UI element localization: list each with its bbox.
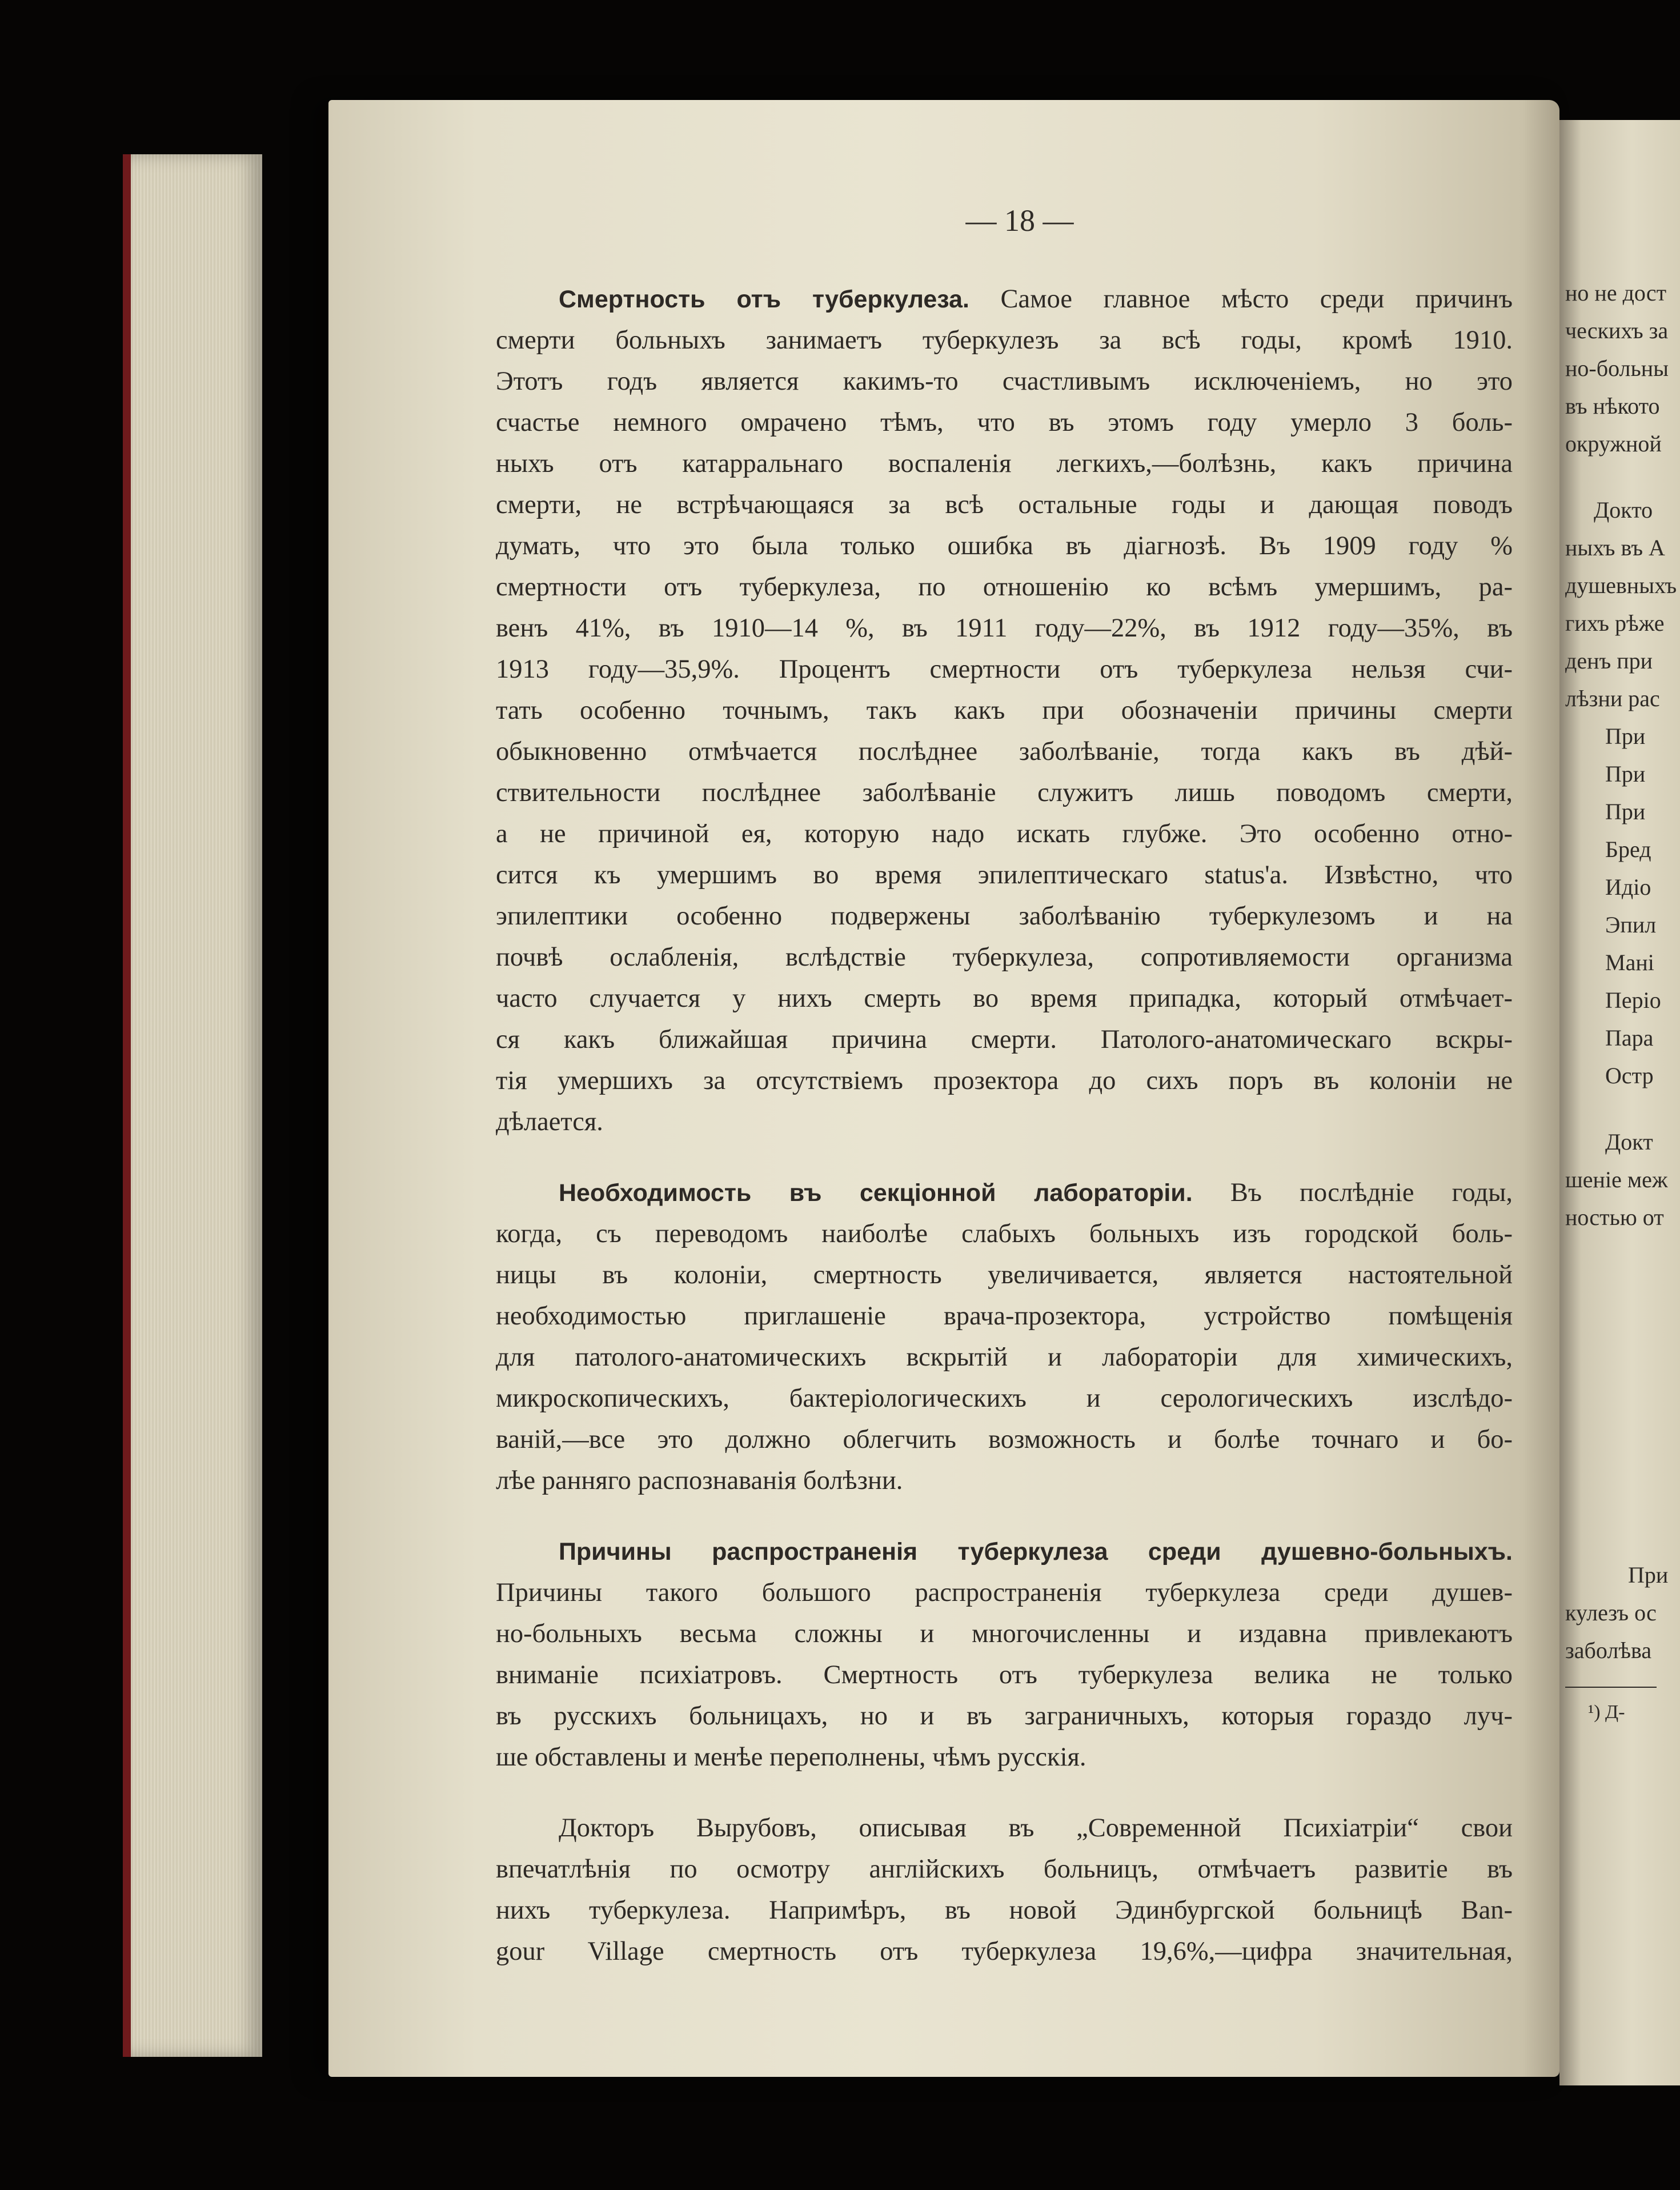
text-fragment: окружной	[1565, 431, 1662, 457]
page-number: — 18 —	[965, 203, 1074, 238]
text-line: впечатлѣнія по осмотру англійскихъ больницъ, отмѣчаетъ развитіе въ	[496, 1855, 1513, 1884]
text-line: почвѣ ослабленія, вслѣдствіе туберкулеза, сопротивляемости организма	[496, 943, 1513, 972]
text-line: смерти больныхъ занимаетъ туберкулезъ за всѣ годы, кромѣ 1910.	[496, 326, 1513, 355]
text-fragment: лѣзни рас	[1565, 686, 1660, 711]
text-line: Докторъ Вырубовъ, описывая въ „Современной Психіатріи“ свои	[559, 1813, 1513, 1843]
text-fragment: Бред	[1605, 836, 1651, 862]
footnote-rule	[1565, 1687, 1657, 1693]
text-line: въ русскихъ больницахъ, но и въ заграничныхъ, которыя гораздо луч-	[496, 1701, 1513, 1731]
text-line: ся какъ ближайшая причина смерти. Патолого-анатомическаго вскры-	[496, 1025, 1513, 1054]
text-line: ныхъ отъ катарральнаго воспаленія легкихъ,—болѣзнь, какъ причина	[496, 449, 1513, 478]
paragraph-heading: Необходимость въ секціонной лабораторіи.	[559, 1179, 1193, 1207]
text-line: ваній,—все это должно облегчить возможность и болѣе точнаго и бо-	[496, 1425, 1513, 1454]
text-line: лѣе ранняго распознаванія болѣзни.	[496, 1466, 903, 1495]
text-fragment: заболѣва	[1565, 1638, 1652, 1663]
text-line: когда, съ переводомъ наиболѣе слабыхъ больныхъ изъ городской боль-	[496, 1219, 1513, 1248]
text-line: эпилептики особенно подвержены заболѣванію туберкулезомъ и на	[496, 902, 1513, 931]
text-line: смертности отъ туберкулеза, по отношенію ко всѣмъ умершимъ, ра-	[496, 572, 1513, 602]
page-content	[496, 279, 1513, 1972]
paragraph	[496, 1531, 1513, 1778]
text-fragment: кулезъ ос	[1565, 1600, 1657, 1626]
text-line: gour Village смертность отъ туберкулеза 19,6%,—цифра значительная,	[496, 1937, 1513, 1966]
text-line: ше обставлены и менѣе переполнены, чѣмъ русскія.	[496, 1743, 1086, 1772]
paragraph-heading: Смертность отъ туберкулеза.	[559, 286, 969, 313]
text-fragment: При	[1628, 1562, 1669, 1588]
text-fragment: Идіо	[1605, 874, 1651, 900]
text-fragment: душевныхъ	[1565, 572, 1677, 598]
text-line: Необходимость въ секціонной лабораторіи. Въ послѣдніе годы,	[559, 1178, 1513, 1207]
text-line: тія умершихъ за отсутствіемъ прозектора до сихъ поръ въ колоніи не	[496, 1066, 1513, 1095]
text-line: ницы въ колоніи, смертность увеличивается, является настоятельной	[496, 1260, 1513, 1290]
text-fragment: Докто	[1594, 497, 1653, 523]
text-line: а не причиной ея, которую надо искать глубже. Это особенно отно-	[496, 819, 1513, 848]
paragraph	[496, 1172, 1513, 1502]
text-fragment: денъ при	[1565, 648, 1653, 674]
text-fragment: Періо	[1605, 987, 1661, 1013]
text-fragment: шеніе меж	[1565, 1167, 1668, 1192]
text-fragment: При	[1605, 799, 1646, 824]
text-line: обыкновенно отмѣчается послѣднее заболѣваніе, тогда какъ въ дѣй-	[496, 737, 1513, 766]
text-fragment: Эпил	[1605, 912, 1657, 938]
text-fragment: ческихъ за	[1565, 318, 1669, 343]
text-line: думать, что это была только ошибка въ діагнозѣ. Въ 1909 году %	[496, 531, 1513, 560]
text-line: сится къ умершимъ во время эпилептическаго status'a. Извѣстно, что	[496, 860, 1513, 890]
text-line	[496, 1531, 1513, 1572]
text-fragment: Пара	[1605, 1025, 1654, 1051]
text-fragment: При	[1605, 761, 1646, 787]
text-fragment: но-больны	[1565, 355, 1669, 381]
text-line: тать особенно точнымъ, такъ какъ при обозначеніи причины смерти	[496, 696, 1513, 725]
text-line: счастье немного омрачено тѣмъ, что въ этомъ году умерло 3 боль-	[496, 408, 1513, 437]
text-line: вниманіе психіатровъ. Смертность отъ туберкулеза велика не только	[496, 1660, 1513, 1689]
text-fragment: ностью от	[1565, 1204, 1664, 1230]
text-fragment: но не дост	[1565, 280, 1667, 306]
text-line: нихъ туберкулеза. Напримѣръ, въ новой Эдинбургской больницѣ Ban-	[496, 1896, 1513, 1925]
text-line: Этотъ годъ является какимъ-то счастливымъ исключеніемъ, но это	[496, 367, 1513, 396]
text-fragment: Докт	[1605, 1129, 1653, 1155]
adjacent-page-text	[1565, 274, 1680, 1731]
book-page-edges	[123, 154, 262, 2057]
paragraph	[496, 279, 1513, 1143]
text-fragment: ныхъ въ А	[1565, 535, 1665, 560]
text-line: смерти, не встрѣчающаяся за всѣ остальные годы и дающая поводъ	[496, 490, 1513, 519]
text-fragment: въ нѣкото	[1565, 393, 1660, 419]
footnote-fragment: ¹) Д-	[1588, 1701, 1625, 1723]
text-fragment: Остр	[1605, 1063, 1654, 1088]
text-line: для патолого-анатомическихъ вскрытій и лабораторіи для химическихъ,	[496, 1343, 1513, 1372]
text-fragment: При	[1605, 723, 1646, 749]
text-line: необходимостью приглашеніе врача-прозектора, устройство помѣщенія	[496, 1302, 1513, 1331]
text-fragment: Мані	[1605, 950, 1654, 975]
text-line: ствительности послѣднее заболѣваніе служитъ лишь поводомъ смерти,	[496, 778, 1513, 807]
text-line: дѣлается.	[496, 1107, 603, 1136]
text-line: часто случается у нихъ смерть во время припадка, который отмѣчает-	[496, 984, 1513, 1013]
text-line: Смертность отъ туберкулеза. Самое главное мѣсто среди причинъ	[559, 285, 1513, 314]
text-line: Причины такого большого распространенія туберкулеза среди душев-	[496, 1578, 1513, 1607]
paragraph	[496, 1808, 1513, 1972]
text-line: венъ 41%, въ 1910—14 %, въ 1911 году—22%, въ 1912 году—35%, въ	[496, 614, 1513, 643]
text-line: микроскопическихъ, бактеріологическихъ и серологическихъ изслѣдо-	[496, 1384, 1513, 1413]
adjacent-page	[1559, 120, 1680, 2085]
text-line: но-больныхъ весьма сложны и многочисленны и издавна привлекаютъ	[496, 1619, 1513, 1648]
text-line: 1913 году—35,9%. Процентъ смертности отъ туберкулеза нельзя счи-	[496, 655, 1513, 684]
text-fragment: гихъ рѣже	[1565, 610, 1665, 636]
paragraph-heading: Причины распространенія туберкулеза среди душевно-больныхъ.	[559, 1538, 1513, 1566]
